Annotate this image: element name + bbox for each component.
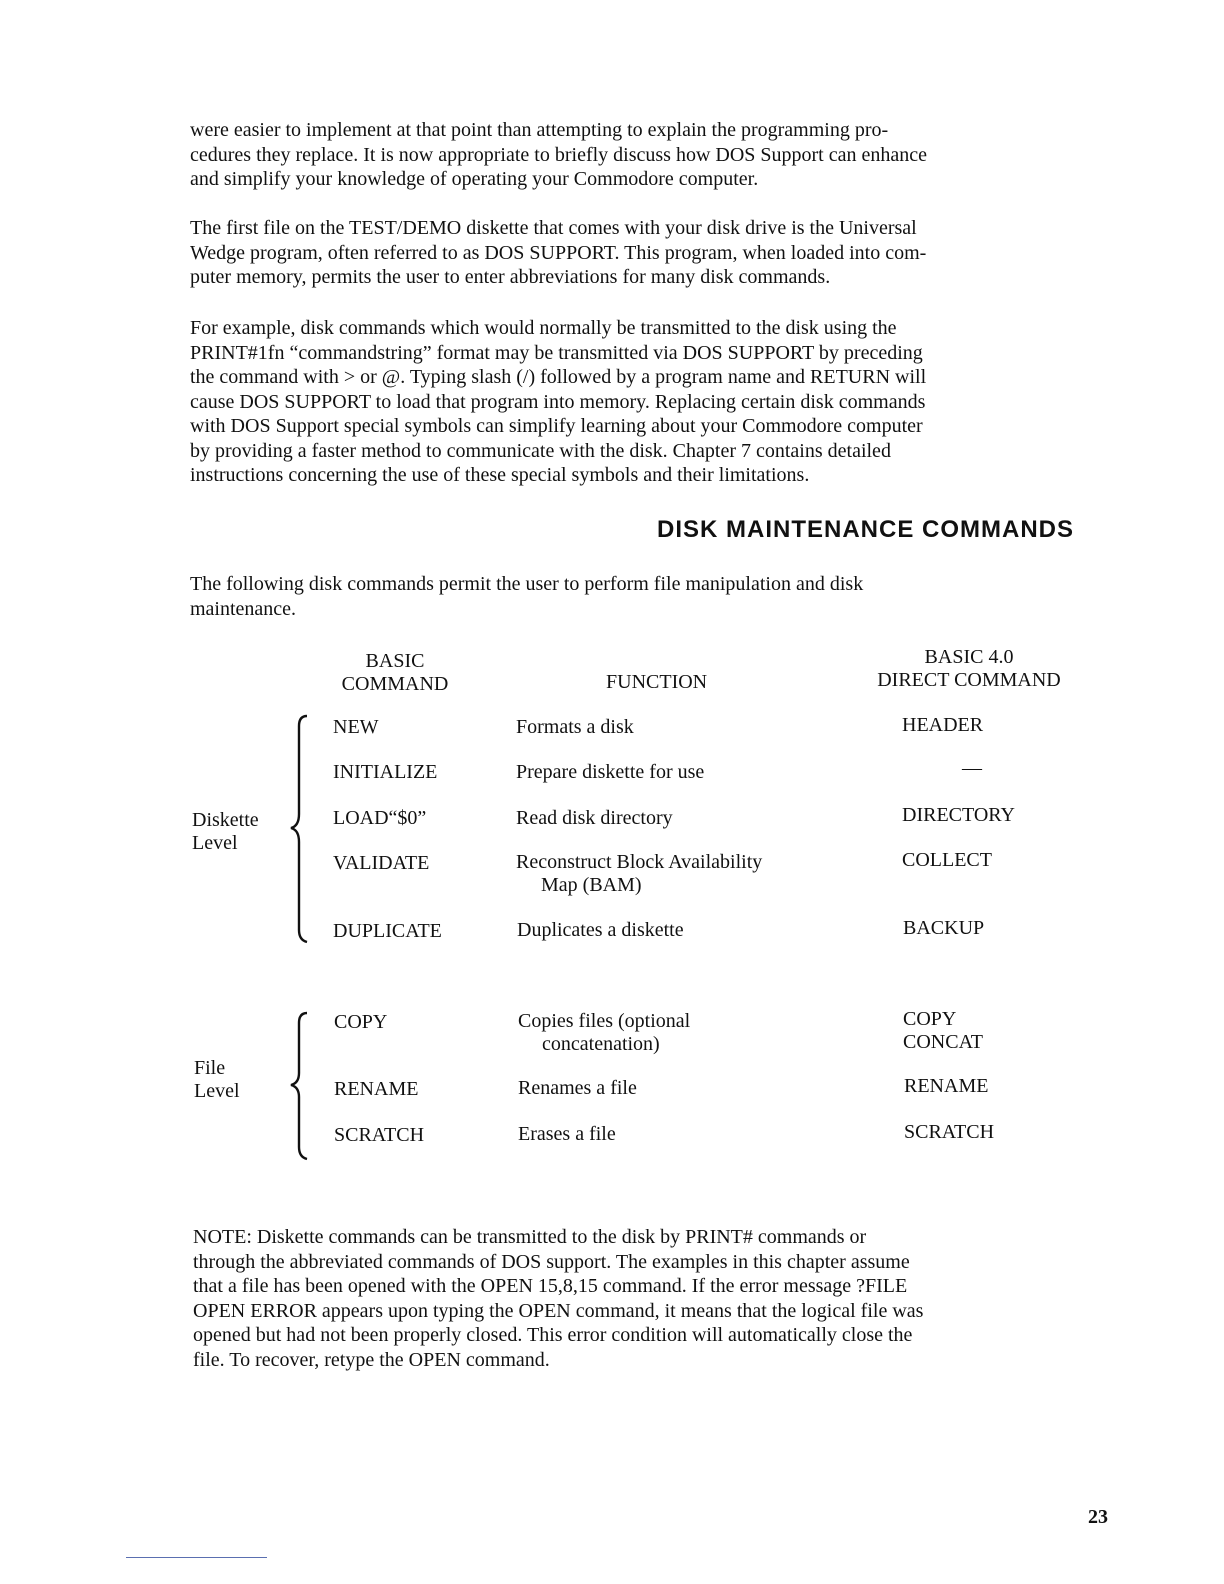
cell-direct: — [962, 757, 982, 779]
header-direct-command [862, 646, 1076, 692]
cell-basic: RENAME [334, 1078, 419, 1100]
text-line: maintenance. [190, 597, 297, 620]
header-line: BASIC [365, 650, 425, 672]
page-number: 23 [1088, 1506, 1108, 1528]
cell-function: Read disk directory [516, 807, 673, 829]
direct-line: CONCAT [903, 1031, 984, 1053]
cell-function: Erases a file [518, 1123, 616, 1145]
cell-basic: SCRATCH [334, 1124, 425, 1146]
cell-basic: COPY [334, 1011, 388, 1033]
function-line: Copies files (optional [518, 1010, 691, 1032]
label-line: Level [192, 832, 238, 854]
paragraph-table-intro [190, 572, 1070, 621]
paragraph-intro-dos-support [190, 118, 1070, 192]
paragraph-example [190, 316, 1070, 488]
text-line: OPEN ERROR appears upon typing the OPEN command, it means that the logical file was [193, 1299, 924, 1322]
text-line: puter memory, permits the user to enter abbreviations for many disk commands. [190, 266, 831, 288]
label-line: Diskette [192, 809, 259, 831]
cell-function: Prepare diskette for use [516, 761, 705, 783]
text-line: cedures they replace. It is now appropriate to briefly discuss how DOS Support can enhance [190, 143, 928, 166]
cell-basic: DUPLICATE [333, 920, 442, 942]
text-line: PRINT#1fn “commandstring” format may be transmitted via DOS SUPPORT by preceding [190, 341, 923, 364]
text-line: file. To recover, retype the OPEN command. [193, 1348, 550, 1371]
cell-function [516, 851, 762, 897]
cell-function: Duplicates a diskette [517, 919, 684, 941]
group-label-file-level [194, 1057, 240, 1103]
text-line: The following disk commands permit the user to perform file manipulation and disk [190, 573, 864, 595]
function-line: Reconstruct Block Availability [516, 851, 763, 873]
section-heading: DISK MAINTENANCE COMMANDS [657, 516, 1074, 543]
cell-function: Renames a file [518, 1077, 637, 1099]
text-line: that a file has been opened with the OPEN 15,8,15 command. If the error message ?FILE [193, 1275, 908, 1297]
paragraph-universal-wedge [190, 216, 1070, 290]
text-line: with DOS Support special symbols can simplify learning about your Commodore computer [190, 415, 923, 437]
cell-direct: BACKUP [903, 917, 985, 939]
label-line: Level [194, 1080, 240, 1102]
text-line: Wedge program, often referred to as DOS SUPPORT. This program, when loaded into com- [190, 241, 927, 264]
text-line: were easier to implement at that point than attempting to explain the programming pro- [190, 119, 889, 141]
cell-direct: DIRECTORY [902, 804, 1015, 826]
text-line: cause DOS SUPPORT to load that program into memory. Replacing certain disk commands [190, 390, 926, 413]
header-line: DIRECT COMMAND [877, 669, 1061, 691]
text-line: opened but had not been properly closed. This error condition will automatically close the [193, 1324, 913, 1346]
brace-diskette-level [283, 712, 309, 944]
direct-line: COPY [903, 1008, 957, 1030]
header-basic-command [336, 650, 454, 696]
function-line: Map (BAM) [541, 874, 642, 896]
text-line: through the abbreviated commands of DOS support. The examples in this chapter assume [193, 1250, 910, 1273]
cell-direct [903, 1008, 983, 1054]
cell-direct: RENAME [904, 1075, 989, 1097]
text-line: The first file on the TEST/DEMO diskette that comes with your disk drive is the Universal [190, 217, 917, 239]
function-line: concatenation) [542, 1033, 660, 1055]
cell-direct: SCRATCH [904, 1121, 995, 1143]
cell-direct: HEADER [902, 714, 984, 736]
footer-rule [126, 1557, 267, 1558]
note-paragraph [193, 1225, 1073, 1372]
cell-basic: VALIDATE [333, 852, 430, 874]
text-line: NOTE: Diskette commands can be transmitted to the disk by PRINT# commands or [193, 1226, 867, 1248]
brace-file-level [283, 1009, 309, 1161]
text-line: the command with > or @. Typing slash (/) followed by a program name and RETURN will [190, 366, 927, 388]
header-line: COMMAND [341, 673, 449, 695]
cell-basic: LOAD“$0” [333, 807, 427, 829]
cell-basic: NEW [333, 716, 379, 738]
cell-function [518, 1010, 690, 1056]
label-line: File [194, 1057, 226, 1079]
group-label-diskette-level [192, 809, 259, 855]
cell-basic: INITIALIZE [333, 761, 438, 783]
text-line: and simplify your knowledge of operating your Commodore computer. [190, 168, 759, 190]
text-line: by providing a faster method to communicate with the disk. Chapter 7 contains detailed [190, 439, 891, 462]
text-line: instructions concerning the use of these special symbols and their limitations. [190, 464, 810, 486]
cell-direct: COLLECT [902, 849, 992, 871]
text-line: For example, disk commands which would normally be transmitted to the disk using the [190, 317, 897, 339]
header-function: FUNCTION [606, 671, 708, 693]
header-line: BASIC 4.0 [924, 646, 1014, 668]
cell-function: Formats a disk [516, 716, 634, 738]
